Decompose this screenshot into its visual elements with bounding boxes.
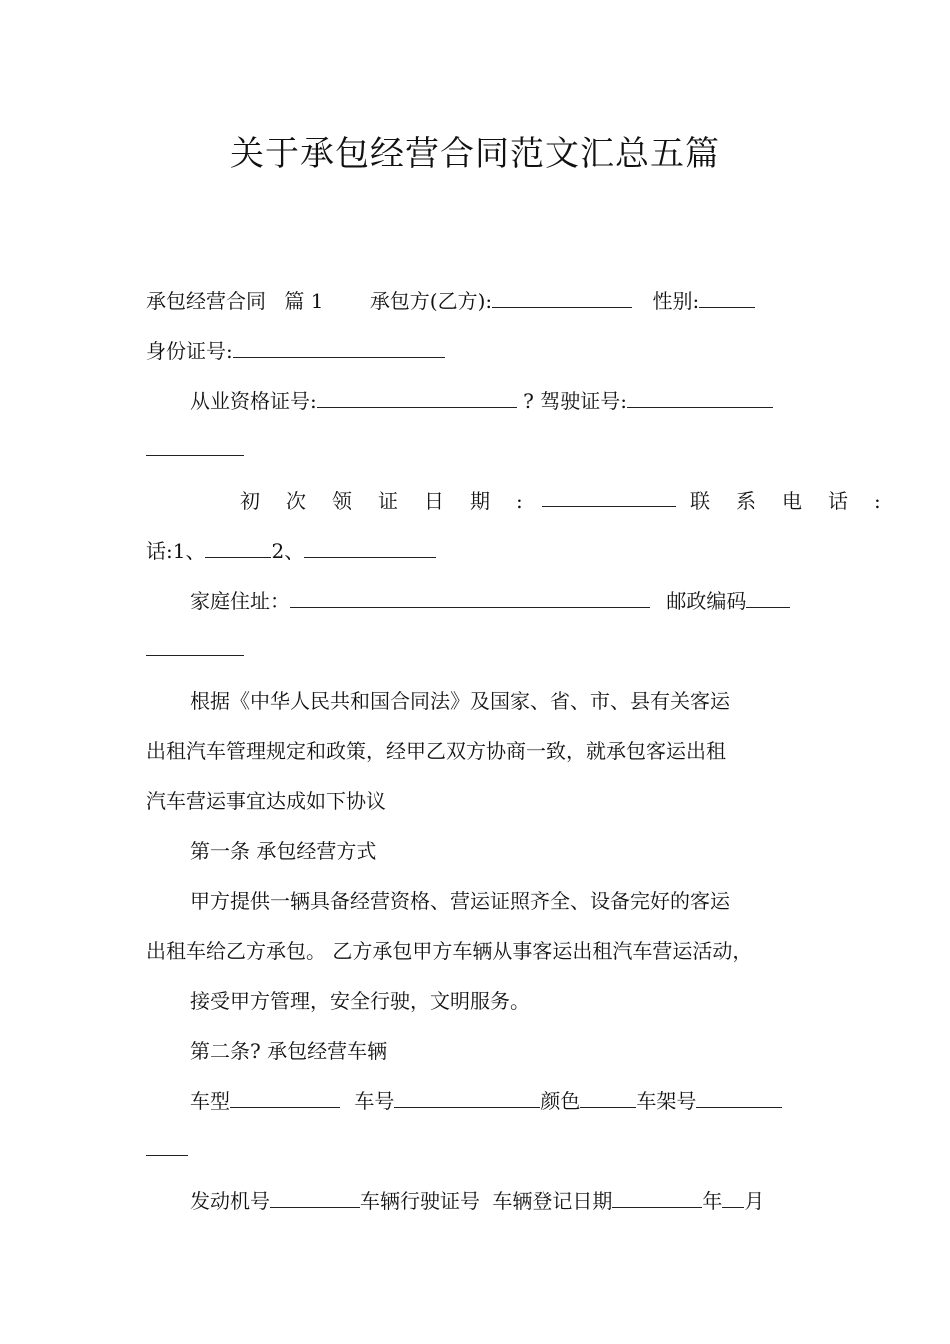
reg-date-label: 车辆登记日期 bbox=[492, 1189, 613, 1213]
color-label: 颜色 bbox=[540, 1089, 581, 1113]
first-date-label: 初次领证日期: bbox=[240, 489, 549, 513]
paragraph-line: 出租车给乙方承包。 乙方承包甲方车辆从事客运出租汽车营运活动， bbox=[146, 939, 753, 963]
license-continuation bbox=[146, 436, 244, 462]
id-blank[interactable] bbox=[233, 339, 445, 358]
id-line bbox=[146, 338, 445, 364]
postal-label: 邮政编码 bbox=[666, 589, 747, 613]
article-heading: 第一条 承包经营方式 bbox=[190, 839, 377, 863]
postal-blank[interactable] bbox=[746, 589, 790, 608]
document-title: 关于承包经营合同范文汇总五篇 bbox=[230, 134, 720, 174]
first-date-blank[interactable] bbox=[542, 488, 676, 507]
engine-line bbox=[190, 1188, 764, 1214]
color-blank[interactable] bbox=[580, 1089, 636, 1108]
paragraph-line: 甲方提供一辆具备经营资格、营运证照齐全、设备完好的客运 bbox=[190, 889, 730, 913]
contact-phone-label: 话:1、 bbox=[146, 539, 206, 563]
phone1-blank[interactable] bbox=[205, 539, 271, 558]
postal-continuation bbox=[146, 636, 244, 662]
gender-blank[interactable] bbox=[699, 289, 755, 308]
contract-label: 承包经营合同 bbox=[146, 289, 266, 313]
frame-continuation bbox=[146, 1136, 188, 1162]
part-label: 篇 1 bbox=[284, 289, 324, 313]
model-label: 车型 bbox=[190, 1089, 230, 1113]
contact-line bbox=[146, 538, 436, 564]
address-line bbox=[190, 588, 790, 614]
contractor-blank[interactable] bbox=[492, 289, 632, 308]
qualification-line bbox=[190, 388, 773, 414]
frame-blank[interactable] bbox=[696, 1089, 782, 1108]
header-line bbox=[146, 288, 755, 314]
month-label: 月 bbox=[744, 1189, 765, 1213]
license-blank[interactable] bbox=[627, 389, 773, 408]
license-label: 驾驶证号: bbox=[540, 389, 627, 413]
vehicle-license-label: 车辆行驶证号 bbox=[360, 1189, 480, 1213]
paragraph-line: 出租汽车管理规定和政策，经甲乙双方协商一致，就承包客运出租 bbox=[146, 739, 726, 763]
engine-blank[interactable] bbox=[270, 1189, 360, 1208]
paragraph-line: 根据《中华人民共和国合同法》及国家、省、市、县有关客运 bbox=[190, 689, 730, 713]
gender-label: 性别: bbox=[652, 289, 700, 313]
model-blank[interactable] bbox=[230, 1089, 340, 1108]
id-label: 身份证号: bbox=[146, 339, 233, 363]
reg-year-blank[interactable] bbox=[612, 1189, 702, 1208]
engine-label: 发动机号 bbox=[190, 1189, 270, 1213]
paragraph-line: 接受甲方管理，安全行驶，文明服务。 bbox=[190, 989, 530, 1013]
postal-blank-cont[interactable] bbox=[146, 637, 244, 656]
question-mark: ? bbox=[523, 389, 534, 413]
contractor-label: 承包方(乙方): bbox=[369, 289, 493, 313]
article-heading: 第二条? 承包经营车辆 bbox=[190, 1039, 388, 1063]
plate-blank[interactable] bbox=[394, 1089, 540, 1108]
license-blank-cont[interactable] bbox=[146, 437, 244, 456]
address-label: 家庭住址： bbox=[190, 589, 290, 613]
qualification-label: 从业资格证号: bbox=[190, 389, 317, 413]
vehicle-line bbox=[190, 1088, 782, 1114]
reg-month-blank[interactable] bbox=[722, 1189, 744, 1208]
phone2-blank[interactable] bbox=[304, 539, 436, 558]
paragraph-line: 汽车营运事宜达成如下协议 bbox=[146, 789, 386, 813]
plate-label: 车号 bbox=[354, 1089, 395, 1113]
contact-second-label: 2、 bbox=[271, 539, 305, 563]
frame-blank-cont[interactable] bbox=[146, 1137, 188, 1156]
qualification-blank[interactable] bbox=[317, 389, 517, 408]
contact-label: 联系电话: bbox=[690, 489, 907, 513]
frame-label: 车架号 bbox=[636, 1089, 697, 1113]
first-date-line bbox=[240, 488, 907, 514]
address-blank[interactable] bbox=[290, 589, 650, 608]
year-label: 年 bbox=[702, 1189, 723, 1213]
